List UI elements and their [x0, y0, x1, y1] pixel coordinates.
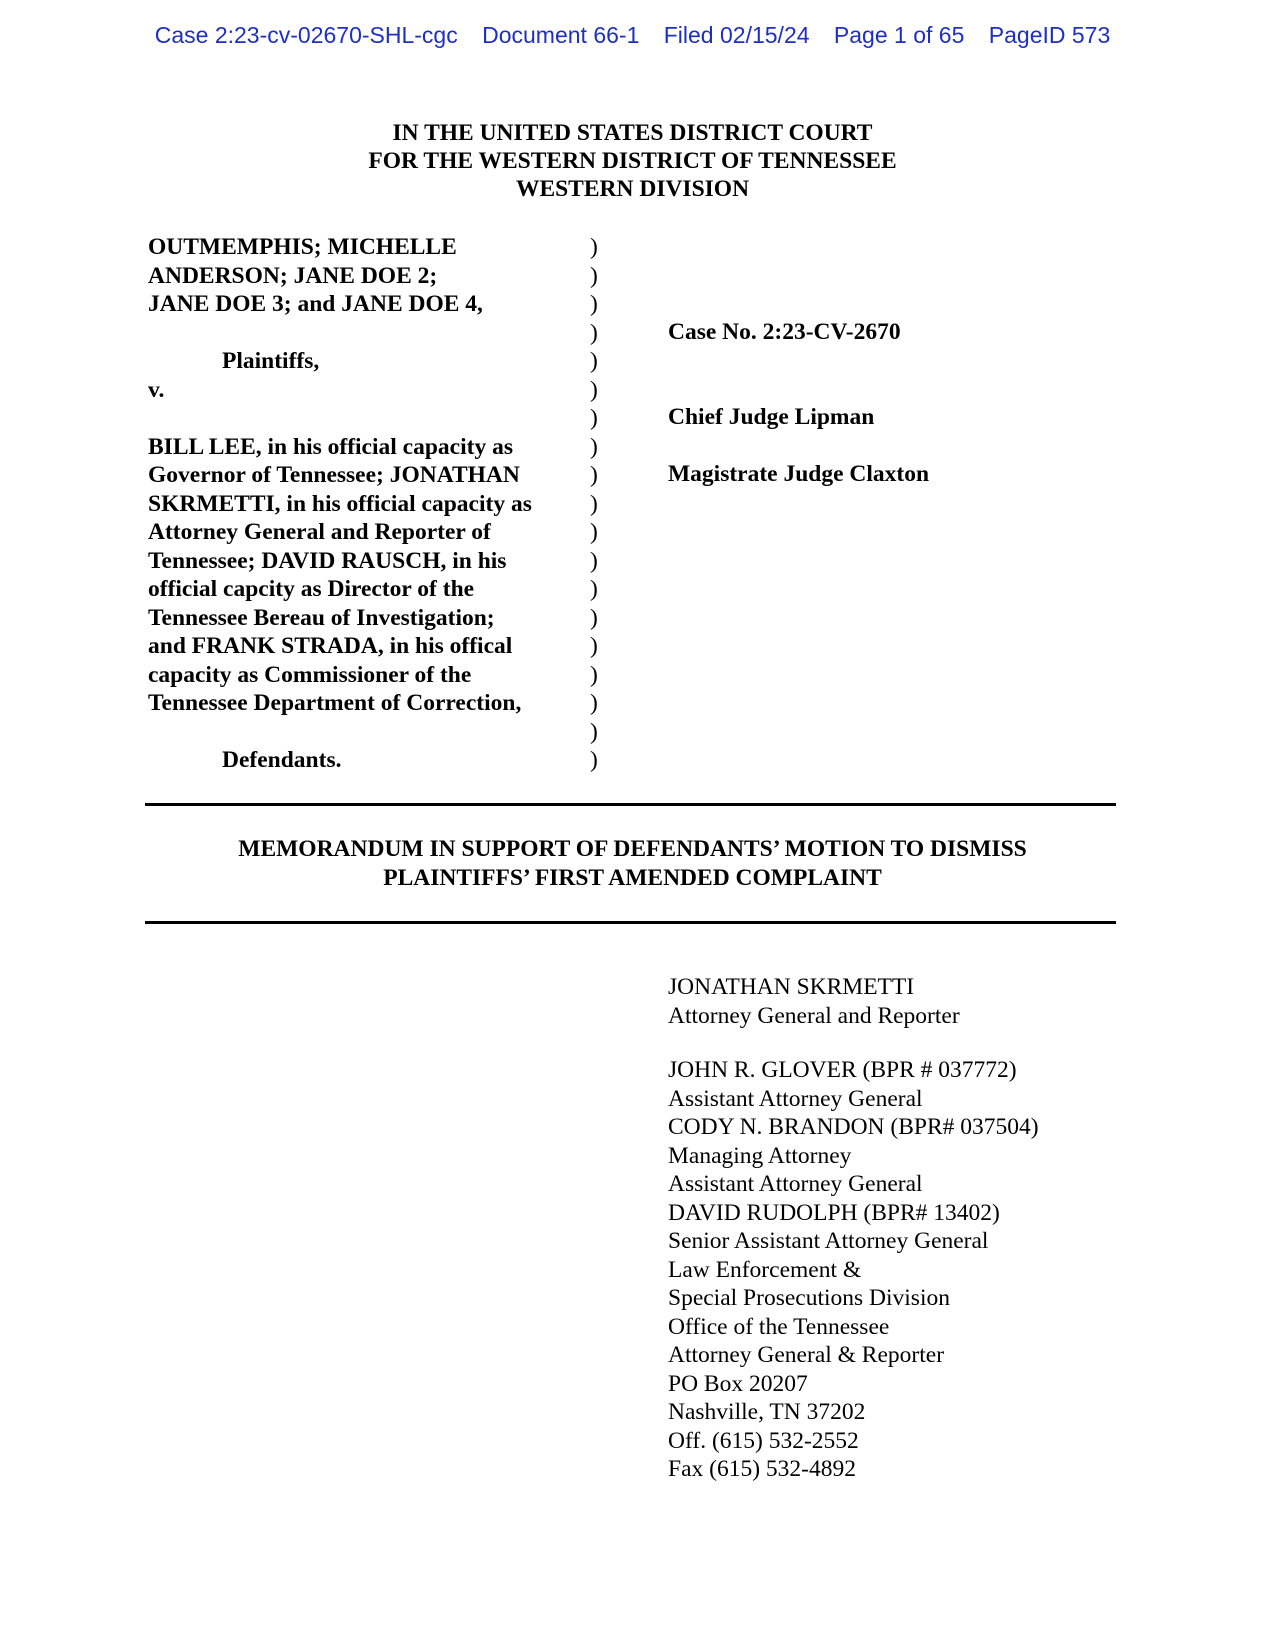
plaintiff-name-line: ANDERSON; JANE DOE 2; [148, 262, 438, 289]
header-case-number: Case 2:23-cv-02670-SHL-cgc [154, 22, 458, 48]
counsel-line: Off. (615) 532-2552 [668, 1427, 859, 1454]
caption-paren: ) [590, 633, 598, 659]
caption-paren: ) [590, 319, 598, 346]
attorney-general-title: Attorney General and Reporter [668, 1002, 960, 1029]
caption-paren: ) [590, 348, 598, 374]
defendant-name-line: official capcity as Director of the [148, 576, 475, 602]
filing-header [0, 22, 1265, 49]
defendant-name-line: Tennessee Department of Correction, [148, 690, 522, 716]
counsel-line: Assistant Attorney General [668, 1085, 923, 1112]
header-filed-date: Filed 02/15/24 [663, 22, 810, 48]
counsel-line: PO Box 20207 [668, 1370, 808, 1397]
defendant-name-line: SKRMETTI, in his official capacity as [148, 490, 532, 517]
blank-line [148, 319, 588, 348]
divider-bottom [145, 921, 1116, 924]
counsel-line: CODY N. BRANDON (BPR# 037504) [668, 1114, 1039, 1140]
counsel-line: Senior Assistant Attorney General [668, 1228, 989, 1254]
caption-paren: ) [590, 234, 598, 260]
header-page-count: Page 1 of 65 [833, 22, 965, 48]
header-page-id: PageID 573 [988, 22, 1111, 48]
document-title-line-1: MEMORANDUM IN SUPPORT OF DEFENDANTS’ MOTION TO DISMISS [238, 836, 1027, 862]
defendant-name-line: and FRANK STRADA, in his offical [148, 633, 513, 659]
counsel-line: Managing Attorney [668, 1142, 852, 1169]
header-document-number: Document 66-1 [482, 22, 640, 48]
counsel-line: JOHN R. GLOVER (BPR # 037772) [668, 1057, 1017, 1083]
counsel-line: Fax (615) 532-4892 [668, 1456, 856, 1482]
counsel-line: Nashville, TN 37202 [668, 1399, 866, 1425]
document-title-line-2: PLAINTIFFS’ FIRST AMENDED COMPLAINT [383, 865, 882, 891]
counsel-line: DAVID RUDOLPH (BPR# 13402) [668, 1199, 1000, 1226]
defendant-name-line: Attorney General and Reporter of [148, 519, 491, 545]
counsel-line: Assistant Attorney General [668, 1171, 923, 1197]
caption-paren: ) [590, 262, 598, 289]
attorney-general-name: JONATHAN SKRMETTI [668, 974, 915, 1000]
caption-paren: ) [590, 690, 598, 716]
divider-top [145, 803, 1116, 806]
counsel-line: Attorney General & Reporter [668, 1342, 945, 1368]
counsel-line: Office of the Tennessee [668, 1313, 890, 1340]
spacer [668, 1030, 1039, 1056]
defendant-name-line: capacity as Commissioner of the [148, 661, 472, 688]
defendant-name-line: Governor of Tennessee; JONATHAN [148, 462, 520, 488]
counsel-line: Special Prosecutions Division [668, 1285, 950, 1311]
versus-label: v. [148, 376, 165, 403]
case-number: Case No. 2:23-CV-2670 [668, 319, 901, 345]
caption-paren: ) [590, 405, 598, 431]
caption-paren: ) [590, 661, 598, 688]
court-line-2: FOR THE WESTERN DISTRICT OF TENNESSEE [368, 148, 897, 174]
defendants-label: Defendants. [222, 747, 342, 773]
caption-paren: ) [590, 376, 598, 403]
caption-paren-column [590, 233, 610, 775]
caption-paren: ) [590, 519, 598, 545]
defendant-name-line: Tennessee Bereau of Investigation; [148, 604, 495, 631]
caption-paren: ) [590, 490, 598, 517]
defendant-name-line: Tennessee; DAVID RAUSCH, in his [148, 547, 507, 574]
caption-paren: ) [590, 433, 598, 460]
chief-judge: Chief Judge Lipman [668, 404, 875, 430]
plaintiff-name-line: OUTMEMPHIS; MICHELLE [148, 234, 457, 260]
caption-paren: ) [590, 747, 598, 773]
court-line-1: IN THE UNITED STATES DISTRICT COURT [392, 120, 873, 146]
caption-paren: ) [590, 462, 598, 488]
counsel-signature-block [668, 973, 1039, 1484]
blank-line [148, 718, 588, 747]
defendant-name-line: BILL LEE, in his official capacity as [148, 433, 513, 460]
plaintiffs-label: Plaintiffs, [222, 348, 320, 374]
caption-paren: ) [590, 604, 598, 631]
plaintiff-name-line: JANE DOE 3; and JANE DOE 4, [148, 291, 483, 317]
caption-paren: ) [590, 718, 598, 745]
caption-paren: ) [590, 576, 598, 602]
caption-paren: ) [590, 547, 598, 574]
blank-line [148, 404, 588, 433]
court-heading [0, 119, 1265, 203]
case-caption-parties [148, 233, 588, 775]
magistrate-judge: Magistrate Judge Claxton [668, 461, 930, 487]
court-line-3: WESTERN DIVISION [515, 176, 750, 202]
counsel-line: Law Enforcement & [668, 1256, 862, 1283]
document-title [0, 835, 1265, 893]
caption-paren: ) [590, 291, 598, 317]
